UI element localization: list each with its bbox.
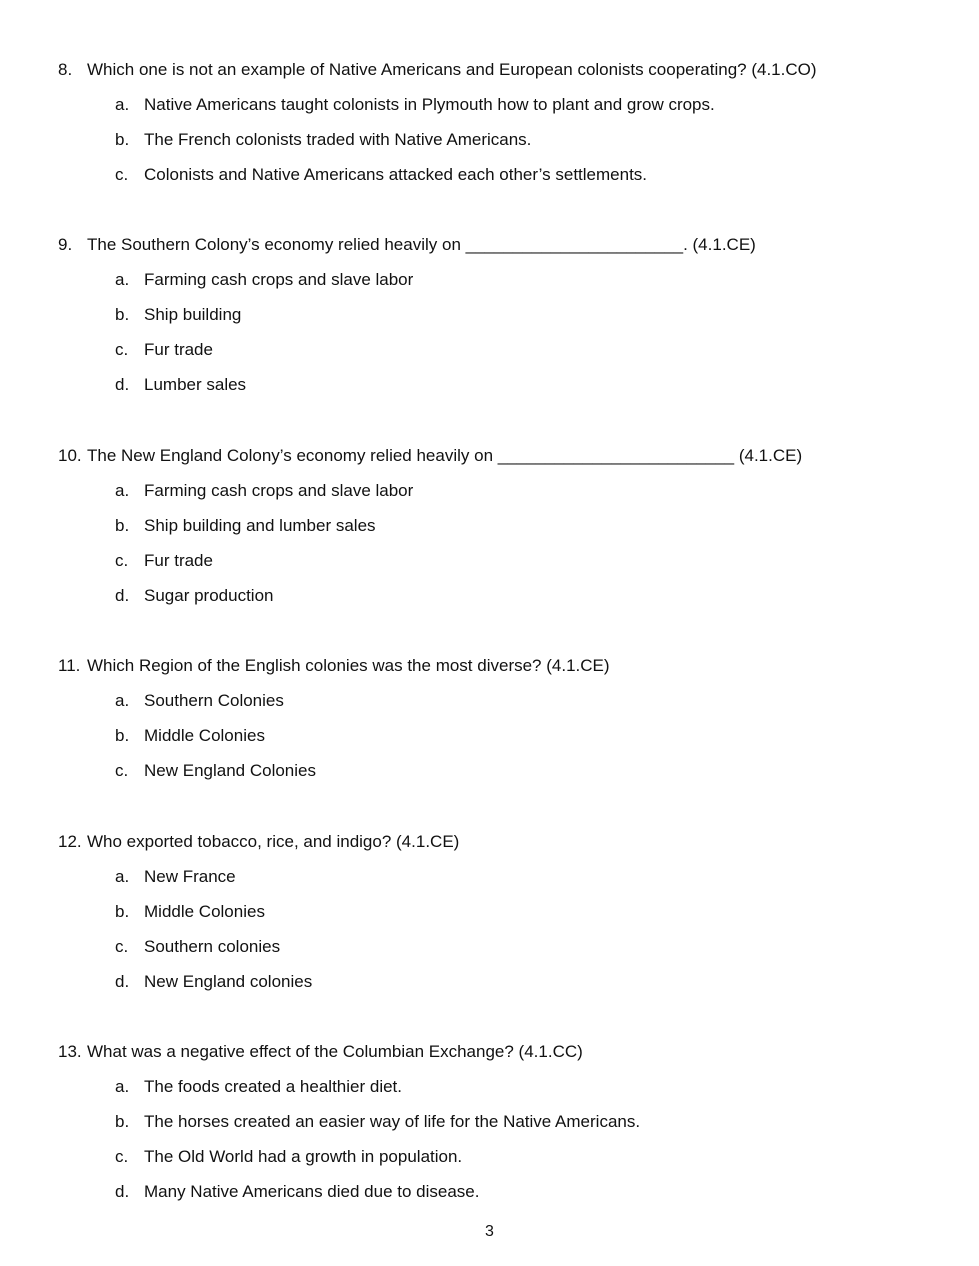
question-number: 8.	[58, 60, 73, 79]
option-letter: c.	[115, 165, 129, 184]
option-text: New France	[144, 867, 236, 886]
option-text: The foods created a healthier diet.	[144, 1077, 402, 1096]
option-text: Many Native Americans died due to disease.	[144, 1182, 480, 1201]
answer-option	[58, 902, 938, 922]
option-text: New England Colonies	[144, 761, 316, 780]
option-text: Farming cash crops and slave labor	[144, 481, 414, 500]
question-number: 12.	[58, 832, 82, 851]
option-text: Lumber sales	[144, 375, 247, 394]
answer-option	[58, 1147, 938, 1167]
answer-option	[58, 586, 938, 606]
question-text: Which Region of the English colonies was the most diverse? (4.1.CE)	[87, 656, 610, 675]
question-number: 13.	[58, 1042, 82, 1061]
answer-option	[58, 375, 938, 395]
option-letter: c.	[115, 937, 129, 956]
option-letter: b.	[115, 726, 130, 745]
option-letter: a.	[115, 270, 130, 289]
answer-option	[58, 867, 938, 887]
option-letter: b.	[115, 516, 130, 535]
answer-option	[58, 340, 938, 360]
answer-option	[58, 761, 938, 781]
page-number: 3	[485, 1223, 494, 1240]
question-text: What was a negative effect of the Columbian Exchange? (4.1.CC)	[87, 1042, 583, 1061]
option-text: The Old World had a growth in population.	[144, 1147, 463, 1166]
question-text: The Southern Colony’s economy relied heavily on _______________________. (4.1.CE)	[87, 235, 756, 254]
option-text: Middle Colonies	[144, 726, 265, 745]
option-text: The French colonists traded with Native Americans.	[144, 130, 532, 149]
question-stem	[58, 832, 938, 852]
option-letter: d.	[115, 1182, 130, 1201]
answer-option	[58, 726, 938, 746]
question-number: 10.	[58, 446, 82, 465]
option-text: Farming cash crops and slave labor	[144, 270, 414, 289]
question-11	[58, 656, 938, 781]
option-letter: c.	[115, 761, 129, 780]
question-text: Who exported tobacco, rice, and indigo? (4.1.CE)	[87, 832, 460, 851]
option-letter: c.	[115, 551, 129, 570]
option-text: Native Americans taught colonists in Plymouth how to plant and grow crops.	[144, 95, 715, 114]
option-text: Sugar production	[144, 586, 274, 605]
answer-option	[58, 481, 938, 501]
option-text: Middle Colonies	[144, 902, 265, 921]
option-text: Fur trade	[144, 340, 213, 359]
option-letter: a.	[115, 1077, 130, 1096]
option-text: Ship building and lumber sales	[144, 516, 376, 535]
option-letter: a.	[115, 95, 130, 114]
option-text: Fur trade	[144, 551, 213, 570]
option-letter: c.	[115, 340, 129, 359]
option-letter: d.	[115, 972, 130, 991]
question-stem	[58, 235, 938, 255]
question-10	[58, 446, 938, 606]
question-text: Which one is not an example of Native Americans and European colonists cooperating? (4.1.CO)	[87, 60, 817, 79]
option-text: Ship building	[144, 305, 242, 324]
answer-option	[58, 1112, 938, 1132]
answer-option	[58, 1182, 938, 1202]
option-text: New England colonies	[144, 972, 313, 991]
option-letter: a.	[115, 867, 130, 886]
question-stem	[58, 656, 938, 676]
question-12	[58, 832, 938, 992]
answer-option	[58, 691, 938, 711]
option-letter: a.	[115, 481, 130, 500]
option-letter: d.	[115, 586, 130, 605]
answer-option	[58, 95, 938, 115]
answer-option	[58, 551, 938, 571]
option-letter: d.	[115, 375, 130, 394]
answer-option	[58, 972, 938, 992]
answer-option	[58, 1077, 938, 1097]
question-13	[58, 1042, 938, 1202]
option-letter: b.	[115, 1112, 130, 1131]
answer-option	[58, 165, 938, 185]
option-letter: a.	[115, 691, 130, 710]
option-letter: b.	[115, 130, 130, 149]
answer-option	[58, 305, 938, 325]
question-9	[58, 235, 938, 395]
option-letter: c.	[115, 1147, 129, 1166]
question-number: 11.	[58, 656, 81, 675]
option-text: Colonists and Native Americans attacked each other’s settlements.	[144, 165, 648, 184]
option-text: Southern colonies	[144, 937, 281, 956]
answer-option	[58, 270, 938, 290]
answer-option	[58, 130, 938, 150]
question-stem	[58, 446, 938, 466]
question-stem	[58, 60, 938, 80]
option-letter: b.	[115, 902, 130, 921]
question-text: The New England Colony’s economy relied heavily on _________________________ (4.1.CE)	[87, 446, 803, 465]
answer-option	[58, 516, 938, 536]
question-number: 9.	[58, 235, 73, 254]
question-stem	[58, 1042, 938, 1062]
option-text: The horses created an easier way of life for the Native Americans.	[144, 1112, 641, 1131]
question-8	[58, 60, 938, 185]
option-letter: b.	[115, 305, 130, 324]
option-text: Southern Colonies	[144, 691, 284, 710]
answer-option	[58, 937, 938, 957]
